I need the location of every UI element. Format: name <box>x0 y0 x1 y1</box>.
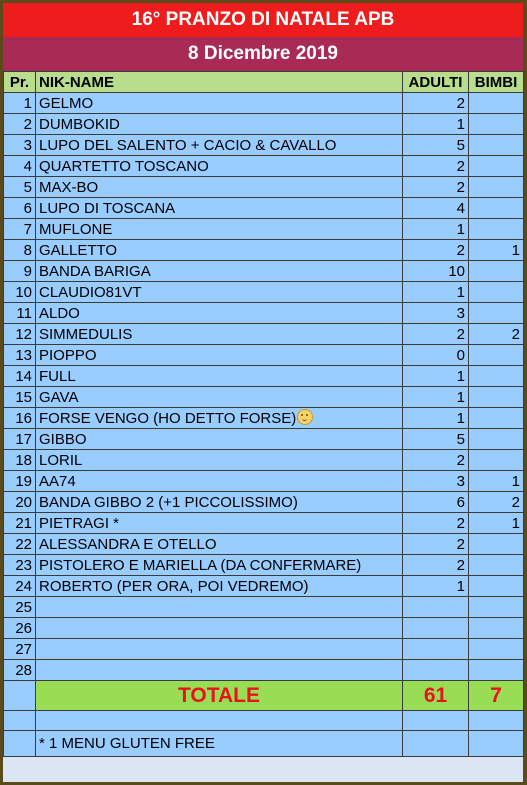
empty-cell[interactable] <box>403 731 469 757</box>
nickname-cell-text: ROBERTO (PER ORA, POI VEDREMO) <box>39 577 309 595</box>
kids-cell[interactable] <box>469 114 524 135</box>
row-number-cell-text: 18 <box>15 451 32 469</box>
row-number-cell-text: 27 <box>15 640 32 658</box>
adults-cell-text: 2 <box>456 178 465 196</box>
row-number-cell[interactable] <box>4 324 36 345</box>
spreadsheet <box>3 3 523 782</box>
kids-cell[interactable] <box>469 366 524 387</box>
adults-cell[interactable] <box>403 156 469 177</box>
adults-cell[interactable] <box>403 387 469 408</box>
totals-row <box>4 681 524 711</box>
row-number-cell[interactable] <box>4 240 36 261</box>
adults-cell-text: 5 <box>456 136 465 154</box>
nickname-cell-text: FULL <box>39 367 76 385</box>
row-number-cell[interactable] <box>4 618 36 639</box>
nickname-cell[interactable] <box>36 282 403 303</box>
table-row <box>4 93 524 114</box>
table-row <box>4 387 524 408</box>
header-kids[interactable]: BIMBI <box>469 72 524 93</box>
adults-cell-text: 2 <box>456 325 465 343</box>
note-row <box>4 731 524 757</box>
nickname-cell[interactable] <box>36 93 403 114</box>
row-number-cell[interactable] <box>4 177 36 198</box>
empty-cell[interactable] <box>469 731 524 757</box>
kids-cell[interactable] <box>469 429 524 450</box>
adults-cell-text: 1 <box>456 409 465 427</box>
adults-cell-text: 2 <box>456 514 465 532</box>
kids-cell[interactable] <box>469 324 524 345</box>
adults-cell[interactable] <box>403 408 469 429</box>
row-number-cell[interactable] <box>4 387 36 408</box>
row-number-cell-text: 26 <box>15 619 32 637</box>
row-number-cell[interactable] <box>4 408 36 429</box>
kids-cell[interactable] <box>469 450 524 471</box>
row-number-cell-text: 22 <box>15 535 32 553</box>
table-row <box>4 471 524 492</box>
nickname-cell-text: PIOPPO <box>39 346 97 364</box>
row-number-cell-text: 5 <box>23 178 32 196</box>
nickname-cell[interactable] <box>36 219 403 240</box>
kids-cell[interactable] <box>469 576 524 597</box>
adults-cell-text: 2 <box>456 157 465 175</box>
row-number-cell[interactable] <box>4 660 36 681</box>
table-row <box>4 135 524 156</box>
kids-cell[interactable] <box>469 240 524 261</box>
row-number-cell-text: 15 <box>15 388 32 406</box>
row-number-cell-text: 28 <box>15 661 32 679</box>
adults-cell[interactable] <box>403 135 469 156</box>
adults-cell-text: 2 <box>456 94 465 112</box>
adults-cell-text: 10 <box>448 262 465 280</box>
table-row <box>4 534 524 555</box>
adults-cell-text: 1 <box>456 283 465 301</box>
table-row <box>4 261 524 282</box>
adults-cell-text: 4 <box>456 199 465 217</box>
table-row <box>4 429 524 450</box>
adults-cell[interactable] <box>403 534 469 555</box>
row-number-cell[interactable] <box>4 450 36 471</box>
kids-cell[interactable] <box>469 660 524 681</box>
kids-cell[interactable] <box>469 135 524 156</box>
kids-cell[interactable] <box>469 618 524 639</box>
row-number-cell[interactable] <box>4 639 36 660</box>
row-number-cell[interactable] <box>4 135 36 156</box>
row-number-cell[interactable] <box>4 198 36 219</box>
adults-cell[interactable] <box>403 240 469 261</box>
nickname-cell-text: PIETRAGI * <box>39 514 120 532</box>
adults-cell[interactable] <box>403 219 469 240</box>
nickname-cell[interactable] <box>36 114 403 135</box>
table-row <box>4 303 524 324</box>
table-row <box>4 219 524 240</box>
kids-cell-text: 1 <box>511 514 520 532</box>
adults-cell-text: 1 <box>456 367 465 385</box>
row-number-cell-text: 23 <box>15 556 32 574</box>
nickname-cell[interactable] <box>36 555 403 576</box>
adults-cell[interactable] <box>403 471 469 492</box>
adults-cell[interactable] <box>403 303 469 324</box>
adults-cell-text: 1 <box>456 388 465 406</box>
nickname-cell[interactable] <box>36 429 403 450</box>
sheet-title[interactable]: 16° PRANZO DI NATALE APB <box>3 3 523 37</box>
row-number-cell[interactable] <box>4 93 36 114</box>
row-number-cell[interactable] <box>4 303 36 324</box>
row-number-cell-text: 19 <box>15 472 32 490</box>
nickname-cell[interactable] <box>36 303 403 324</box>
table-row <box>4 324 524 345</box>
empty-cell[interactable] <box>4 731 36 757</box>
kids-cell-text: 2 <box>511 493 520 511</box>
row-number-cell-text: 20 <box>15 493 32 511</box>
header-nickname[interactable]: NIK-NAME <box>36 72 403 93</box>
row-number-cell[interactable] <box>4 597 36 618</box>
row-number-cell-text: 24 <box>15 577 32 595</box>
row-number-cell-text: 12 <box>15 325 32 343</box>
row-number-cell[interactable] <box>4 534 36 555</box>
row-number-cell-text: 17 <box>15 430 32 448</box>
table-row <box>4 114 524 135</box>
kids-cell[interactable] <box>469 408 524 429</box>
adults-cell-text: 1 <box>456 220 465 238</box>
row-number-cell[interactable] <box>4 366 36 387</box>
nickname-cell[interactable] <box>36 450 403 471</box>
row-number-cell-text: 7 <box>23 220 32 238</box>
nickname-cell[interactable] <box>36 156 403 177</box>
adults-cell[interactable] <box>403 93 469 114</box>
totals-adults[interactable]: 61 <box>403 681 469 711</box>
row-number-cell[interactable] <box>4 282 36 303</box>
empty-cell[interactable] <box>36 711 403 731</box>
adults-cell[interactable] <box>403 492 469 513</box>
nickname-cell[interactable] <box>36 471 403 492</box>
kids-cell[interactable] <box>469 219 524 240</box>
empty-cell[interactable] <box>403 711 469 731</box>
nickname-cell[interactable] <box>36 660 403 681</box>
empty-cell[interactable] <box>4 711 36 731</box>
table-row <box>4 513 524 534</box>
adults-cell[interactable] <box>403 114 469 135</box>
nickname-cell-text: ALESSANDRA E OTELLO <box>39 535 217 553</box>
nickname-cell[interactable] <box>36 513 403 534</box>
table-row <box>4 576 524 597</box>
kids-cell[interactable] <box>469 177 524 198</box>
kids-cell[interactable] <box>469 198 524 219</box>
row-number-cell[interactable] <box>4 492 36 513</box>
header-adults[interactable]: ADULTI <box>403 72 469 93</box>
kids-cell[interactable] <box>469 471 524 492</box>
adults-cell[interactable] <box>403 429 469 450</box>
adults-cell[interactable] <box>403 198 469 219</box>
table-row <box>4 660 524 681</box>
nickname-cell[interactable] <box>36 135 403 156</box>
table-row <box>4 555 524 576</box>
adults-cell[interactable] <box>403 324 469 345</box>
kids-cell-text: 2 <box>511 325 520 343</box>
nickname-cell[interactable] <box>36 345 403 366</box>
header-row <box>4 72 524 93</box>
adults-cell-text: 6 <box>456 493 465 511</box>
row-number-cell-text: 6 <box>23 199 32 217</box>
nickname-cell-text: ALDO <box>39 304 80 322</box>
adults-cell-text: 1 <box>456 577 465 595</box>
row-number-cell[interactable] <box>4 576 36 597</box>
nickname-cell-text: LORIL <box>39 451 83 469</box>
nickname-cell-text: QUARTETTO TOSCANO <box>39 157 209 175</box>
nickname-cell-text: GAVA <box>39 388 79 406</box>
table-row <box>4 198 524 219</box>
row-number-cell-text: 1 <box>23 94 32 112</box>
row-number-cell-text: 9 <box>23 262 32 280</box>
adults-cell[interactable] <box>403 513 469 534</box>
kids-cell[interactable] <box>469 93 524 114</box>
adults-cell-text: 0 <box>456 346 465 364</box>
adults-cell[interactable] <box>403 261 469 282</box>
row-number-cell-text: 10 <box>15 283 32 301</box>
row-number-cell-text: 25 <box>15 598 32 616</box>
row-number-cell[interactable] <box>4 345 36 366</box>
nickname-cell[interactable] <box>36 576 403 597</box>
nickname-cell-text: CLAUDIO81VT <box>39 283 142 301</box>
nickname-cell-text: MUFLONE <box>39 220 113 238</box>
row-number-cell-text: 21 <box>15 514 32 532</box>
adults-cell[interactable] <box>403 576 469 597</box>
adults-cell[interactable] <box>403 660 469 681</box>
row-number-cell-text: 4 <box>23 157 32 175</box>
nickname-cell-text: FORSE VENGO (HO DETTO FORSE) <box>39 410 297 427</box>
totals-label[interactable]: TOTALE <box>36 681 403 711</box>
kids-cell[interactable] <box>469 345 524 366</box>
nickname-cell[interactable] <box>36 177 403 198</box>
table-row <box>4 408 524 429</box>
kids-cell[interactable] <box>469 492 524 513</box>
kids-cell[interactable] <box>469 387 524 408</box>
nickname-cell-text: BANDA BARIGA <box>39 262 151 280</box>
adults-cell-text: 2 <box>456 535 465 553</box>
row-number-cell[interactable] <box>4 114 36 135</box>
adults-cell[interactable] <box>403 450 469 471</box>
nickname-cell-text: BANDA GIBBO 2 (+1 PICCOLISSIMO) <box>39 493 298 511</box>
table-row <box>4 282 524 303</box>
kids-cell[interactable] <box>469 513 524 534</box>
kids-cell-text: 1 <box>511 241 520 259</box>
nickname-cell[interactable] <box>36 534 403 555</box>
nickname-cell[interactable] <box>36 366 403 387</box>
row-number-cell[interactable] <box>4 156 36 177</box>
row-number-cell[interactable] <box>4 261 36 282</box>
kids-cell[interactable] <box>469 261 524 282</box>
row-number-cell-text: 13 <box>15 346 32 364</box>
row-number-cell-text: 11 <box>16 304 32 322</box>
table-row <box>4 177 524 198</box>
adults-cell[interactable] <box>403 177 469 198</box>
row-number-cell-text: 14 <box>15 367 32 385</box>
nickname-cell-text: DUMBOKID <box>39 115 120 133</box>
row-number-cell-text: 2 <box>23 115 32 133</box>
adults-cell-text: 3 <box>456 472 465 490</box>
nickname-cell[interactable] <box>36 240 403 261</box>
nickname-cell-text: LUPO DEL SALENTO + CACIO & CAVALLO <box>39 136 337 154</box>
adults-cell[interactable] <box>403 597 469 618</box>
adults-cell-text: 2 <box>456 556 465 574</box>
row-number-cell[interactable] <box>4 471 36 492</box>
smiley-emoji-icon <box>297 409 313 425</box>
adults-cell-text: 1 <box>456 115 465 133</box>
event-date[interactable]: 8 Dicembre 2019 <box>3 37 523 71</box>
table-row <box>4 492 524 513</box>
totals-blank-cell[interactable] <box>4 681 36 711</box>
table-row <box>4 639 524 660</box>
guest-table <box>3 71 524 757</box>
row-number-cell-text: 16 <box>15 409 32 427</box>
nickname-cell[interactable] <box>36 597 403 618</box>
adults-cell-text: 2 <box>456 451 465 469</box>
nickname-cell[interactable] <box>36 618 403 639</box>
table-row <box>4 366 524 387</box>
table-row <box>4 618 524 639</box>
row-number-cell[interactable] <box>4 429 36 450</box>
row-number-cell[interactable] <box>4 219 36 240</box>
table-row <box>4 597 524 618</box>
nickname-cell[interactable] <box>36 387 403 408</box>
adults-cell[interactable] <box>403 555 469 576</box>
adults-cell[interactable] <box>403 282 469 303</box>
nickname-cell[interactable] <box>36 639 403 660</box>
adults-cell-text: 5 <box>456 430 465 448</box>
kids-cell[interactable] <box>469 639 524 660</box>
header-pr[interactable]: Pr. <box>4 72 36 93</box>
nickname-cell-text: GIBBO <box>39 430 87 448</box>
row-number-cell-text: 3 <box>23 136 32 154</box>
nickname-cell-text: LUPO DI TOSCANA <box>39 199 176 217</box>
nickname-cell[interactable] <box>36 324 403 345</box>
adults-cell[interactable] <box>403 618 469 639</box>
row-number-cell-text: 8 <box>23 241 32 259</box>
adults-cell-text: 2 <box>456 241 465 259</box>
kids-cell[interactable] <box>469 282 524 303</box>
nickname-cell[interactable] <box>36 492 403 513</box>
kids-cell[interactable] <box>469 303 524 324</box>
nickname-cell-text: SIMMEDULIS <box>39 325 133 343</box>
row-number-cell[interactable] <box>4 513 36 534</box>
table-row <box>4 156 524 177</box>
nickname-cell-text: GELMO <box>39 94 94 112</box>
nickname-cell-text: MAX-BO <box>39 178 99 196</box>
kids-cell[interactable] <box>469 156 524 177</box>
adults-cell[interactable] <box>403 345 469 366</box>
nickname-cell[interactable] <box>36 408 403 429</box>
empty-cell[interactable] <box>469 711 524 731</box>
empty-row <box>4 711 524 731</box>
row-number-cell[interactable] <box>4 555 36 576</box>
nickname-cell[interactable] <box>36 261 403 282</box>
nickname-cell[interactable] <box>36 198 403 219</box>
table-row <box>4 240 524 261</box>
totals-kids[interactable]: 7 <box>469 681 524 711</box>
adults-cell-text: 3 <box>456 304 465 322</box>
table-row <box>4 345 524 366</box>
nickname-cell-text: AA74 <box>39 472 76 490</box>
kids-cell-text: 1 <box>511 472 520 490</box>
kids-cell[interactable] <box>469 555 524 576</box>
adults-cell[interactable] <box>403 366 469 387</box>
note-cell[interactable]: * 1 MENU GLUTEN FREE <box>36 731 403 757</box>
nickname-cell-text: PISTOLERO E MARIELLA (DA CONFERMARE) <box>39 556 362 574</box>
adults-cell[interactable] <box>403 639 469 660</box>
table-row <box>4 450 524 471</box>
nickname-cell-text: GALLETTO <box>39 241 118 259</box>
kids-cell[interactable] <box>469 597 524 618</box>
kids-cell[interactable] <box>469 534 524 555</box>
